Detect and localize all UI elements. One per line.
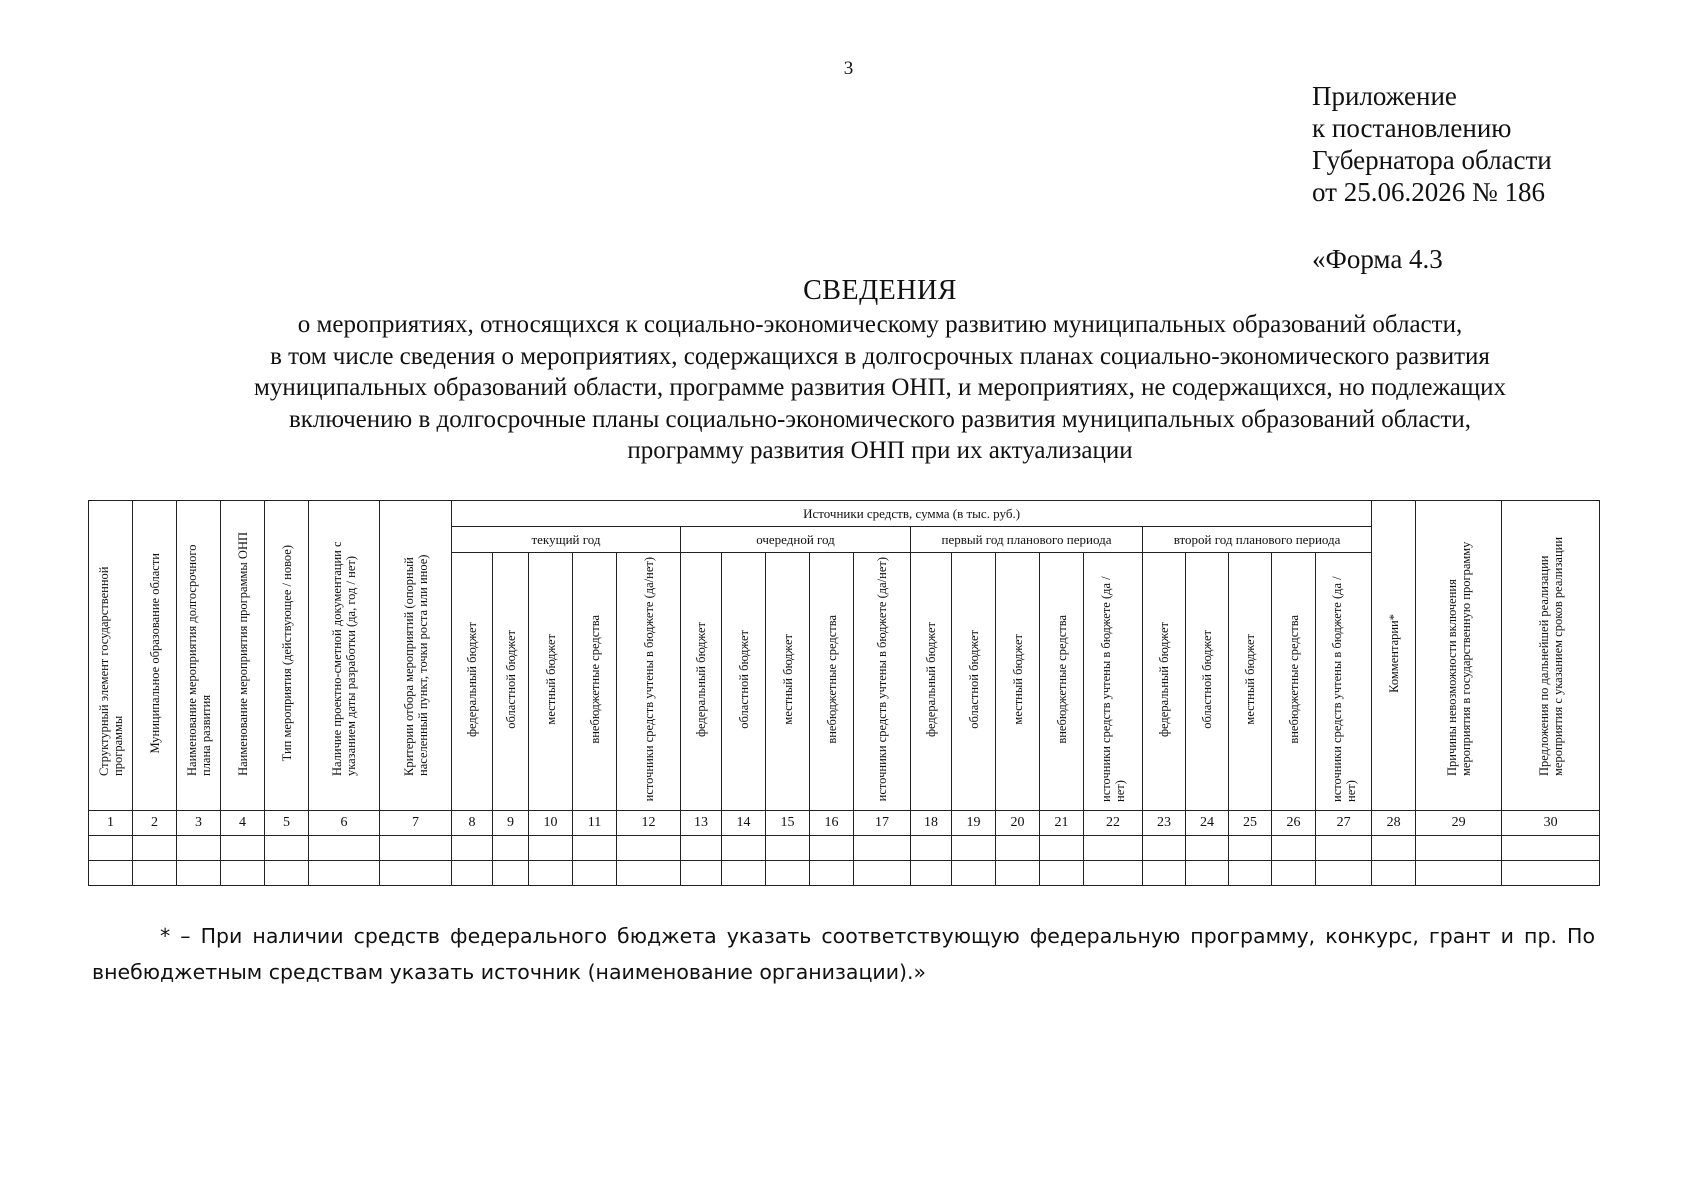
col-header: местный бюджет xyxy=(1229,553,1272,811)
col-header: источники средств учтены в бюджете (да / нет) xyxy=(1084,553,1143,811)
appendix-line: к постановлению xyxy=(1312,113,1512,143)
col-header-comments: Комментарии* xyxy=(1372,501,1416,811)
column-number: 15 xyxy=(766,811,810,836)
col-header: Причины невозможности включения мероприятия в государственную программу xyxy=(1416,501,1502,811)
column-number: 26 xyxy=(1272,811,1316,836)
col-header: местный бюджет xyxy=(529,553,573,811)
period-header: текущий год xyxy=(452,527,681,553)
period-header: первый год планового периода xyxy=(911,527,1143,553)
col-header: Наименование мероприятия долгосрочного плана развития xyxy=(177,501,221,811)
col-header: внебюджетные средства xyxy=(1272,553,1316,811)
document-subtitle xyxy=(120,309,1640,467)
form-table xyxy=(88,500,1600,886)
subtitle-line: муниципальных образований области, программе развития ОНП, и мероприятиях, не содержащихся, но подлежащих xyxy=(254,374,1506,401)
column-number: 30 xyxy=(1502,811,1600,836)
column-number: 4 xyxy=(221,811,265,836)
col-header: местный бюджет xyxy=(996,553,1040,811)
footnote-line: внебюджетным средствам указать источник (наименование организации).» xyxy=(92,960,927,984)
footnote-line: * – При наличии средств федерального бюджета указать соответствующую федеральную программу, конкурс, грант и пр. По xyxy=(160,924,1595,948)
period-header: второй год планового периода xyxy=(1143,527,1372,553)
column-number: 10 xyxy=(529,811,573,836)
col-header: Критерии отбора мероприятий (опорный населенный пункт, точки роста или иное) xyxy=(380,501,452,811)
column-number: 5 xyxy=(265,811,309,836)
column-number: 21 xyxy=(1040,811,1084,836)
column-number: 22 xyxy=(1084,811,1143,836)
col-header: областной бюджет xyxy=(722,553,766,811)
col-header: федеральный бюджет xyxy=(681,553,722,811)
column-number: 17 xyxy=(854,811,911,836)
col-header: областной бюджет xyxy=(1186,553,1229,811)
document-title: СВЕДЕНИЯ xyxy=(803,275,957,306)
column-number: 20 xyxy=(996,811,1040,836)
col-header: Структурный элемент государственной программы xyxy=(89,501,133,811)
column-number: 12 xyxy=(617,811,681,836)
subtitle-line: программу развития ОНП при их актуализации xyxy=(627,437,1133,464)
empty-row xyxy=(89,861,1600,886)
col-header: Муниципальное образование области xyxy=(133,501,177,811)
col-header: источники средств учтены в бюджете (да / нет) xyxy=(1316,553,1372,811)
column-number-row xyxy=(89,811,1600,836)
appendix-line: Приложение xyxy=(1312,81,1457,111)
col-header: областной бюджет xyxy=(952,553,996,811)
col-header: областной бюджет xyxy=(493,553,529,811)
column-number: 23 xyxy=(1143,811,1186,836)
appendix-block xyxy=(1312,80,1552,208)
column-number: 9 xyxy=(493,811,529,836)
appendix-line: Губернатора области xyxy=(1312,145,1552,175)
subtitle-line: включению в долгосрочные планы социально-экономического развития муниципальных образований области, xyxy=(288,405,1472,433)
column-number: 6 xyxy=(309,811,380,836)
page-number: 3 xyxy=(843,58,854,79)
footnote xyxy=(92,918,1595,990)
column-number: 18 xyxy=(911,811,952,836)
column-number: 24 xyxy=(1186,811,1229,836)
col-header: Предложения по дальнейшей реализации мероприятия с указанием сроков реализации xyxy=(1502,501,1600,811)
col-header: федеральный бюджет xyxy=(452,553,493,811)
header-row-1 xyxy=(89,501,1600,527)
column-number: 25 xyxy=(1229,811,1272,836)
appendix-line: от 25.06.2026 № 186 xyxy=(1312,177,1545,207)
col-header: внебюджетные средства xyxy=(810,553,854,811)
column-number: 11 xyxy=(573,811,617,836)
col-header: Наличие проектно-сметной документации с указанием даты разработки (да, год / нет) xyxy=(309,501,380,811)
empty-row xyxy=(89,836,1600,861)
form-label: «Форма 4.3 xyxy=(1312,244,1443,274)
column-number: 27 xyxy=(1316,811,1372,836)
col-header: Наименование мероприятия программы ОНП xyxy=(221,501,265,811)
col-header: местный бюджет xyxy=(766,553,810,811)
column-number: 3 xyxy=(177,811,221,836)
col-header: федеральный бюджет xyxy=(1143,553,1186,811)
subtitle-line: о мероприятиях, относящихся к социально-экономическому развитию муниципальных образований области, xyxy=(297,311,1463,338)
col-header: федеральный бюджет xyxy=(911,553,952,811)
col-header: источники средств учтены в бюджете (да/нет) xyxy=(617,553,681,811)
col-header: Тип мероприятия (действующее / новое) xyxy=(265,501,309,811)
column-number: 8 xyxy=(452,811,493,836)
column-number: 7 xyxy=(380,811,452,836)
sources-header: Источники средств, сумма (в тыс. руб.) xyxy=(452,501,1372,527)
column-number: 1 xyxy=(89,811,133,836)
column-number: 13 xyxy=(681,811,722,836)
column-number: 28 xyxy=(1372,811,1416,836)
col-header: источники средств учтены в бюджете (да/нет) xyxy=(854,553,911,811)
column-number: 2 xyxy=(133,811,177,836)
subtitle-line: в том числе сведения о мероприятиях, содержащихся в долгосрочных планах социально-экономического развития xyxy=(270,342,1490,370)
col-header: внебюджетные средства xyxy=(573,553,617,811)
column-number: 29 xyxy=(1416,811,1502,836)
period-header: очередной год xyxy=(681,527,911,553)
column-number: 14 xyxy=(722,811,766,836)
column-number: 19 xyxy=(952,811,996,836)
col-header: внебюджетные средства xyxy=(1040,553,1084,811)
column-number: 16 xyxy=(810,811,854,836)
